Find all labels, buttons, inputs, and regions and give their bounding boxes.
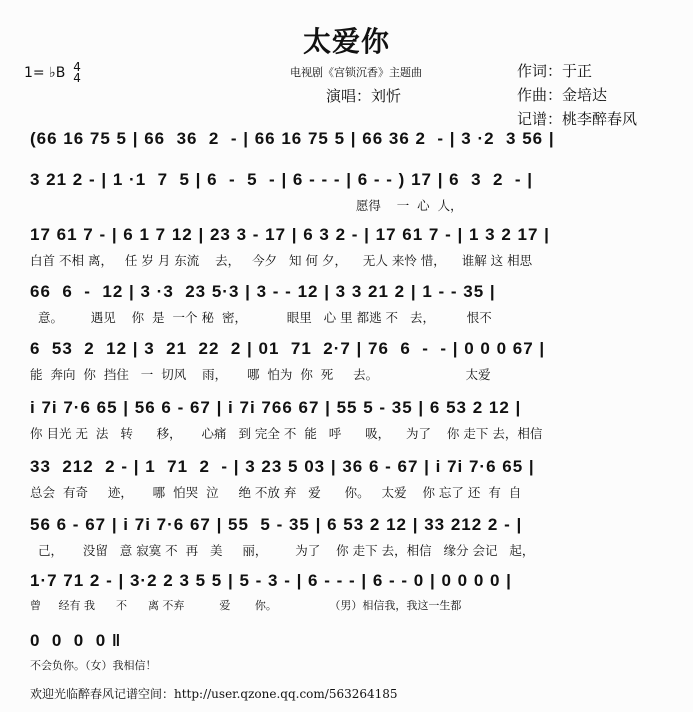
transcriber: 记谱：桃李醉春风 bbox=[517, 110, 638, 128]
notes: i 7i 7·6 65 | 56 6 - 67 | i 7i 766 67 | 55 5 - 35 | 6 53 2 12 | bbox=[30, 398, 522, 417]
lyrics: 不会负你。（女）我相信！ bbox=[30, 659, 157, 672]
notes: (66 16 75 5 | 66 36 2 - | 66 16 75 5 | 66 36 2 - | 3 ·2 3 56 | bbox=[30, 129, 555, 148]
score-row bbox=[30, 631, 670, 691]
lyrics: 总会 有奇 迹， 哪 怕哭 泣 绝 不放 弃 爱 你。 太爱 你 忘了 还 有 自 bbox=[30, 485, 522, 500]
notes: 66 6 - 12 | 3 ·3 23 5·3 | 3 - - 12 | 3 3 21 2 | 1 - - 35 | bbox=[30, 282, 496, 301]
notes: 17 61 7 - | 6 1 7 12 | 23 3 - 17 | 6 3 2 - | 17 61 7 - | 1 3 2 17 | bbox=[30, 225, 550, 244]
lyrics: 白首 不相 离， 任 岁 月 东流 去， 今夕 知 何 夕， 无人 来怜 惜， 谁解 这 相思 bbox=[30, 253, 533, 268]
notes: 1·7 71 2 - | 3·2 2 3 5 5 | 5 - 3 - | 6 - - - | 6 - - 0 | 0 0 0 0 | bbox=[30, 571, 512, 590]
notes: 0 0 0 0 ‖ bbox=[30, 631, 122, 650]
lyrics: 能 奔向 你 挡住 一 切风 雨， 哪 怕为 你 死 去。 太爱 bbox=[30, 367, 491, 382]
score-row bbox=[30, 339, 670, 399]
lyrics: 你 目光 无 法 转 移， 心痛 到 完全 不 能 呼 吸， 为了 你 走下 去，相信 bbox=[30, 426, 543, 441]
subtitle: 电视剧《宫锁沉香》主题曲 bbox=[290, 66, 422, 79]
time-signature bbox=[73, 62, 81, 84]
score-row bbox=[30, 515, 670, 575]
score-row bbox=[30, 225, 670, 285]
score-row bbox=[30, 571, 670, 631]
notes: 6 53 2 12 | 3 21 22 2 | 01 71 2·7 | 76 6 - - | 0 0 0 67 | bbox=[30, 339, 546, 358]
score-row bbox=[30, 398, 670, 458]
song-title: 太爱你 bbox=[302, 25, 390, 58]
lyrics: 曾 经有 我 不 离 不弃 爱 你。 （男）相信我，我这一生都 bbox=[30, 599, 462, 612]
lyrics: 意。 遇见 你 是 一个 秘 密， 眼里 心 里 都逃 不 去， 恨不 bbox=[30, 310, 492, 325]
key-label: 1= ♭B bbox=[24, 65, 66, 81]
lyrics: 己， 没留 意 寂寞 不 再 美 丽， 为了 你 走下 去，相信 缘分 会记 起， bbox=[30, 543, 535, 558]
lyricist: 作词：于正 bbox=[517, 62, 593, 80]
score-row bbox=[30, 170, 670, 230]
key-signature bbox=[24, 62, 81, 84]
score-row bbox=[30, 282, 670, 342]
score-row bbox=[30, 457, 670, 517]
composer: 作曲：金培达 bbox=[517, 86, 608, 104]
notes: 56 6 - 67 | i 7i 7·6 67 | 55 5 - 35 | 6 53 2 12 | 33 212 2 - | bbox=[30, 515, 523, 534]
notes: 33 212 2 - | 1 71 2 - | 3 23 5 03 | 36 6 - 67 | i 7i 7·6 65 | bbox=[30, 457, 535, 476]
singer: 演唱：刘忻 bbox=[326, 87, 402, 105]
notes: 3 21 2 - | 1 ·1 7 5 | 6 - 5 - | 6 - - - | 6 - - ) 17 | 6 3 2 - | bbox=[30, 170, 534, 189]
footer-link-text: 欢迎光临醉春风记谱空间：http://user.qzone.qq.com/563264185 bbox=[30, 687, 398, 701]
time-top: 4 bbox=[73, 60, 81, 74]
lyrics: 愿得 一 心 人， bbox=[30, 198, 463, 213]
time-bottom: 4 bbox=[73, 71, 81, 85]
